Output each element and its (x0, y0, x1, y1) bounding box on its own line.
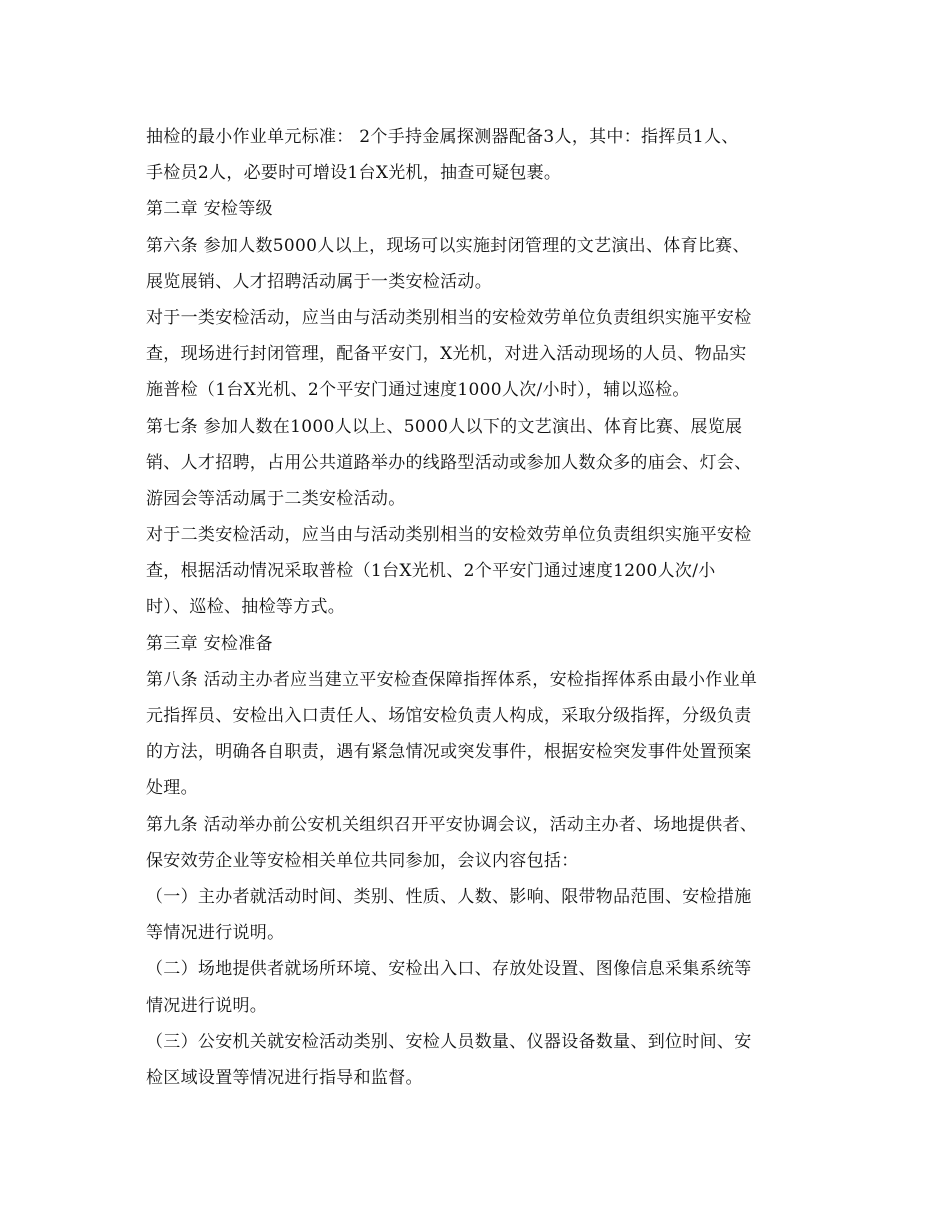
chapter-heading: 第三章 安检准备 (146, 633, 273, 654)
list-item-line: （三）公安机关就安检活动类别、安检人员数量、仪器设备数量、到位时间、安 (146, 1031, 752, 1052)
text-line: 保安效劳企业等安检相关单位共同参加，会议内容包括： (146, 850, 579, 871)
text-line: 查，现场进行封闭管理，配备平安门，X光机，对进入活动现场的人员、物品实 (146, 344, 747, 365)
text-line: 抽检的最小作业单元标准： 2个手持金属探测器配备3人，其中：指挥员1人、 (146, 127, 739, 147)
text-line: 对于一类安检活动，应当由与活动类别相当的安检效劳单位负责组织实施平安检 (146, 307, 752, 328)
text-line: 手检员2人，必要时可增设1台X光机，抽查可疑包裹。 (146, 163, 562, 184)
chapter-heading: 第二章 安检等级 (146, 199, 273, 220)
text-line: 处理。 (146, 778, 198, 799)
text-line: 游园会等活动属于二类安检活动。 (146, 488, 406, 509)
text-line: 等情况进行说明。 (146, 923, 285, 944)
document-body (146, 119, 814, 1096)
text-line: 检区域设置等情况进行指导和监督。 (146, 1067, 423, 1088)
text-line: 情况进行说明。 (146, 995, 268, 1016)
text-line: 展览展销、人才招聘活动属于一类安检活动。 (146, 271, 492, 292)
article-line: 第七条 参加人数在1000人以上、5000人以下的文艺演出、体育比赛、展览展 (146, 416, 743, 437)
article-line: 第六条 参加人数5000人以上，现场可以实施封闭管理的文艺演出、体育比赛、 (146, 235, 750, 256)
text-line: 元指挥员、安检出入口责任人、场馆安检负责人构成，采取分级指挥，分级负责 (146, 706, 752, 726)
list-item-line: （二）场地提供者就场所环境、安检出入口、存放处设置、图像信息采集系统等 (146, 959, 752, 980)
text-line: 的方法，明确各自职责，遇有紧急情况或突发事件，根据安检突发事件处置预案 (146, 742, 752, 763)
text-line: 查，根据活动情况采取普检（1台X光机、2个平安门通过速度1200人次/小 (146, 561, 716, 582)
list-item-line: （一）主办者就活动时间、类别、性质、人数、影响、限带物品范围、安检措施 (146, 886, 752, 907)
text-line: 对于二类安检活动，应当由与活动类别相当的安检效劳单位负责组织实施平安检 (146, 525, 752, 546)
text-line: 时）、巡检、抽检等方式。 (146, 597, 346, 618)
text-line: 施普检（1台X光机、2个平安门通过速度1000人次/小时），辅以巡检。 (146, 380, 690, 401)
text-line: 销、人才招聘，占用公共道路举办的线路型活动或参加人数众多的庙会、灯会、 (146, 452, 752, 473)
article-line: 第八条 活动主办者应当建立平安检查保障指挥体系，安检指挥体系由最小作业单 (146, 669, 758, 690)
article-line: 第九条 活动举办前公安机关组织召开平安协调会议，活动主办者、场地提供者、 (146, 814, 758, 835)
